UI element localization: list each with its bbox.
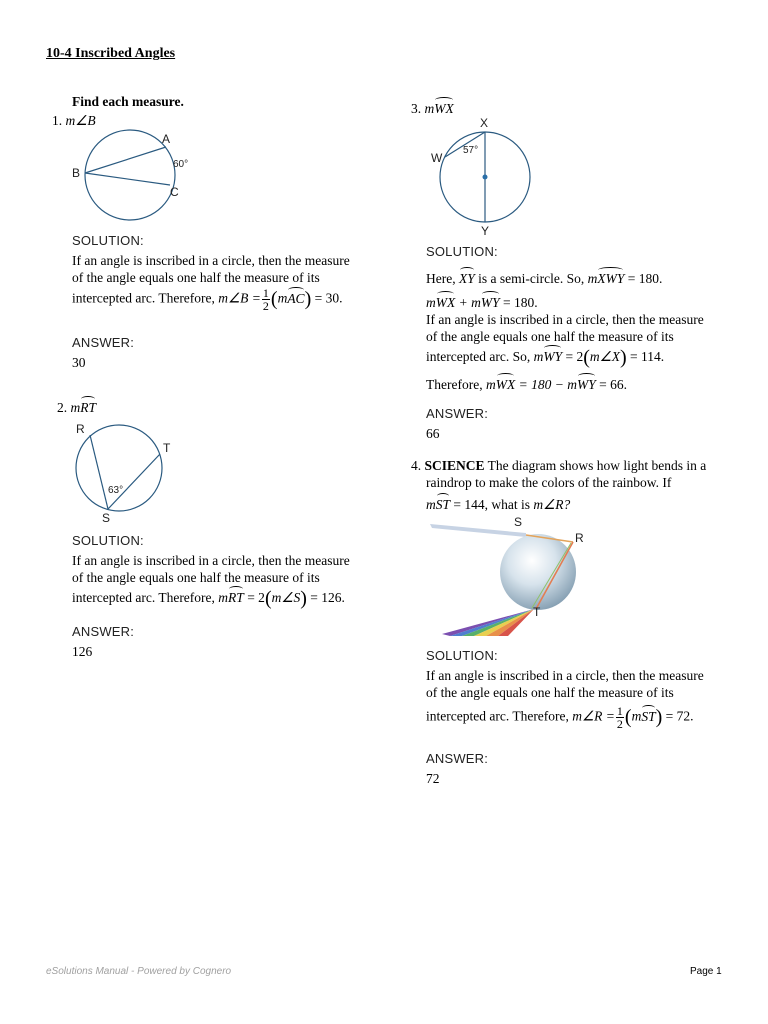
problem-2-answer: 126 bbox=[72, 644, 93, 659]
chord-sr bbox=[90, 435, 108, 509]
problem-3-equation-line-1: intercepted arc. So, mWY = 2(m∠X) = 114. bbox=[426, 346, 665, 369]
problem-3-equation-line-2 bbox=[426, 376, 627, 393]
chord-bc bbox=[85, 173, 170, 185]
fraction-half bbox=[616, 705, 624, 730]
raindrop-figure bbox=[426, 512, 596, 638]
label-t: T bbox=[163, 441, 171, 455]
problem-3-semicircle-line bbox=[426, 270, 662, 287]
problem-4-solution-label: SOLUTION: bbox=[426, 648, 498, 663]
given-value: = 144, bbox=[453, 497, 489, 512]
problem-3-arc: WX bbox=[434, 101, 454, 116]
problem-4-text-5: intercepted arc. Therefore, bbox=[426, 708, 569, 724]
problem-2-equation-line: intercepted arc. Therefore, mRT = 2(m∠S) = 126. bbox=[72, 587, 345, 610]
problem-1-answer-label: ANSWER: bbox=[72, 335, 135, 350]
eq-inner: m∠S bbox=[271, 590, 301, 605]
problem-3-answer-label: ANSWER: bbox=[426, 406, 489, 421]
arc-wy: WY bbox=[480, 295, 500, 310]
eq-m: m bbox=[485, 377, 496, 392]
instructions: Find each measure. bbox=[72, 94, 184, 109]
arc-wy: WY bbox=[576, 377, 596, 392]
therefore-text: Therefore, bbox=[426, 377, 483, 392]
problem-1-measure: m∠B bbox=[65, 113, 96, 128]
problem-1-text-2: of the angle equals one half the measure of its bbox=[72, 270, 320, 285]
arc-st: ST bbox=[641, 708, 656, 724]
eq-rhs: = 126. bbox=[310, 590, 345, 605]
angle-measure: 63° bbox=[108, 485, 124, 496]
problem-1-text-1: If an angle is inscribed in a circle, then the measure bbox=[72, 253, 350, 268]
eq-lhs: m∠B = bbox=[218, 290, 261, 306]
fraction-half bbox=[262, 287, 270, 312]
problem-2-number: 2. bbox=[57, 400, 68, 415]
eq-m: m bbox=[218, 590, 229, 605]
problem-4-text-1: The diagram shows how light bends in a bbox=[487, 458, 707, 473]
arc-st: ST bbox=[435, 497, 451, 512]
problem-4-text-4: of the angle equals one half the measure of its bbox=[426, 685, 674, 700]
problem-3-sum-line bbox=[426, 294, 538, 311]
incoming-light-ray bbox=[430, 524, 526, 537]
fraction-num: 1 bbox=[616, 704, 623, 718]
question-angle: m∠R? bbox=[533, 497, 571, 512]
label-w: W bbox=[431, 151, 443, 165]
eq-mid: = 2 bbox=[247, 590, 265, 605]
arc-xwy: XWY bbox=[597, 271, 625, 286]
eq-rhs: = 114. bbox=[630, 349, 665, 364]
eq-m: m bbox=[533, 349, 544, 364]
footer-page-number: Page 1 bbox=[690, 966, 722, 977]
arc-wx: WX bbox=[495, 377, 516, 392]
arc-wx: WX bbox=[435, 295, 456, 310]
problem-3-figure bbox=[428, 115, 538, 239]
eq-m: m bbox=[426, 497, 436, 512]
problem-2-m: m bbox=[70, 400, 81, 415]
problem-4-text-line-1 bbox=[411, 457, 706, 474]
problem-1-text-3: intercepted arc. Therefore, bbox=[72, 290, 215, 306]
problem-3-solution-label: SOLUTION: bbox=[426, 244, 498, 259]
center-point bbox=[483, 175, 488, 180]
problem-1-equation-line: intercepted arc. Therefore, m∠B = $\frac{1}{2}$ (mAC) = 30. bbox=[72, 286, 343, 313]
problem-4-answer: 72 bbox=[426, 771, 440, 786]
problem-2-arc: RT bbox=[80, 400, 97, 415]
label-t: T bbox=[533, 605, 541, 619]
arc-rt: RT bbox=[228, 590, 244, 605]
problem-3-text-3: intercepted arc. So, bbox=[426, 349, 531, 364]
arc-ac: AC bbox=[287, 290, 305, 306]
label-a: A bbox=[162, 132, 171, 146]
here-text: Here, bbox=[426, 271, 456, 286]
problem-2-prompt bbox=[57, 399, 96, 416]
semi-text: is a semi-circle. So, bbox=[478, 271, 585, 286]
problem-1-solution-label: SOLUTION: bbox=[72, 233, 144, 248]
problem-2-text-1: If an angle is inscribed in a circle, then the measure bbox=[72, 553, 350, 568]
chord-ba bbox=[85, 147, 166, 173]
problem-1-figure bbox=[70, 125, 210, 225]
eq-rhs: = 66. bbox=[599, 377, 627, 392]
eq-mid: = 2 bbox=[565, 349, 584, 364]
semi-value: = 180. bbox=[627, 271, 663, 286]
label-x: X bbox=[480, 116, 489, 130]
chord-st bbox=[108, 454, 160, 509]
problem-2-text-3: intercepted arc. Therefore, bbox=[72, 590, 215, 605]
problem-2-figure bbox=[64, 418, 184, 526]
problem-3-number: 3. bbox=[411, 101, 422, 116]
problem-1-answer: 30 bbox=[72, 355, 86, 370]
eq-mid: = 180 − m bbox=[518, 377, 577, 392]
problem-2-solution-label: SOLUTION: bbox=[72, 533, 144, 548]
problem-4-equation-line: intercepted arc. Therefore, m∠R = $\frac{1}{2}$ (mST) = 72. bbox=[426, 704, 694, 731]
footer-publisher: eSolutions Manual - Powered by Cognero bbox=[46, 966, 232, 977]
problem-4-answer-label: ANSWER: bbox=[426, 751, 489, 766]
problem-4-given-line bbox=[426, 496, 570, 513]
label-r: R bbox=[76, 422, 85, 436]
angle-measure: 57° bbox=[463, 145, 479, 156]
problem-4-subject: SCIENCE bbox=[424, 458, 485, 473]
fraction-den: 2 bbox=[616, 717, 623, 731]
arc-wy: WY bbox=[543, 349, 563, 364]
problem-4-text-3: If an angle is inscribed in a circle, then the measure bbox=[426, 668, 704, 683]
arc-xy: XY bbox=[458, 271, 475, 286]
label-s: S bbox=[514, 515, 523, 529]
problem-2-text-2: of the angle equals one half the measure of its bbox=[72, 570, 320, 585]
problem-4-number: 4. bbox=[411, 458, 422, 473]
eq-inner: m∠X bbox=[589, 349, 620, 364]
label-c: C bbox=[170, 185, 179, 199]
label-s: S bbox=[102, 511, 111, 525]
eq-plus: + m bbox=[458, 295, 481, 310]
eq-lhs: m∠R = bbox=[572, 708, 615, 724]
problem-3-text-1: If an angle is inscribed in a circle, then the measure bbox=[426, 312, 704, 327]
arc-measure: 60° bbox=[173, 159, 189, 170]
sum-value: = 180. bbox=[503, 295, 538, 310]
problem-1-number: 1. bbox=[52, 113, 63, 128]
problem-3-text-2: of the angle equals one half the measure of its bbox=[426, 329, 674, 344]
fraction-den: 2 bbox=[262, 299, 269, 313]
problem-3-answer: 66 bbox=[426, 426, 440, 441]
eq-rhs: = 30. bbox=[314, 290, 343, 306]
label-b: B bbox=[72, 166, 81, 180]
fraction-num: 1 bbox=[262, 286, 269, 300]
question-text: what is bbox=[491, 497, 531, 512]
problem-2-answer-label: ANSWER: bbox=[72, 624, 135, 639]
eq-m: m bbox=[631, 708, 642, 724]
eq-rhs: = 72. bbox=[665, 708, 694, 724]
problem-4-text-2: raindrop to make the colors of the rainbow. If bbox=[426, 475, 672, 490]
label-y: Y bbox=[481, 224, 490, 238]
eq-m: m bbox=[426, 295, 436, 310]
page-title: 10-4 Inscribed Angles bbox=[46, 46, 176, 61]
eq-m: m bbox=[587, 271, 598, 286]
eq-m: m bbox=[277, 290, 288, 306]
problem-3-m: m bbox=[424, 101, 435, 116]
label-r: R bbox=[575, 531, 584, 545]
